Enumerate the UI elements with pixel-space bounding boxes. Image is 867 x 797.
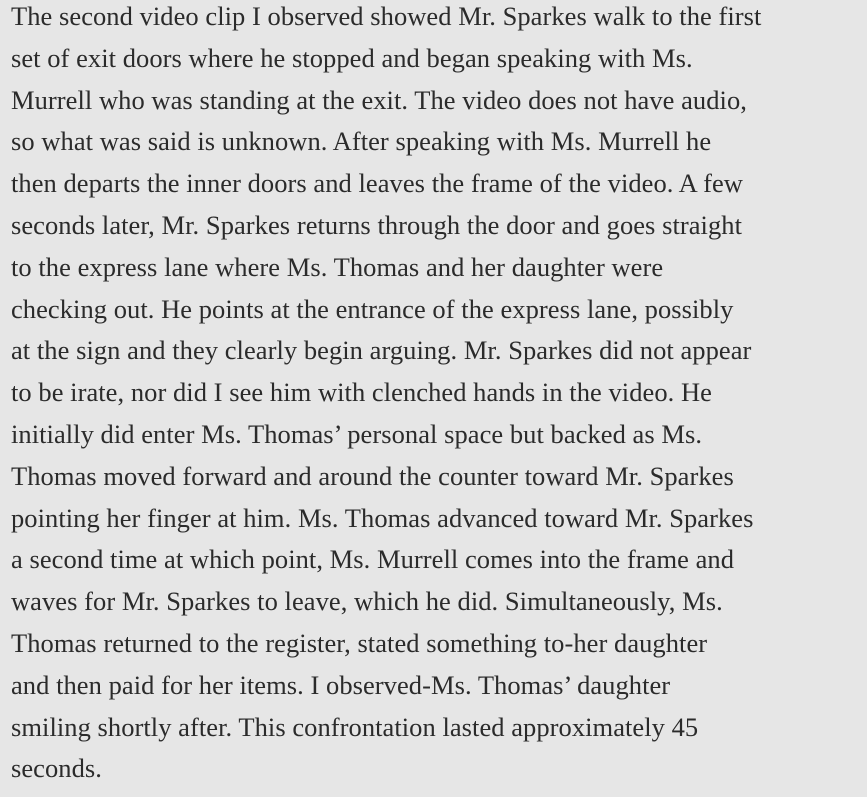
text-line: Murrell who was standing at the exit. The video does not have audio, [11, 84, 747, 115]
text-line: a second time at which point, Ms. Murrell comes into the frame and [11, 544, 735, 575]
text-line: pointing her finger at him. Ms. Thomas advanced toward Mr. Sparkes [11, 502, 754, 533]
text-line: waves for Mr. Sparkes to leave, which he did. Simultaneously, Ms. [11, 586, 723, 617]
text-line: seconds. [11, 753, 102, 784]
text-line: so what was said is unknown. After speaking with Ms. Murrell he [11, 126, 712, 157]
text-line: The second video clip I observed showed Mr. Sparkes walk to the first [11, 1, 762, 31]
text-line: Thomas returned to the register, stated something to-her daughter [11, 627, 708, 658]
text-line: and then paid for her items. I observed-Ms. Thomas’ daughter [11, 669, 671, 700]
text-line: set of exit doors where he stopped and began speaking with Ms. [11, 42, 693, 73]
text-line: to be irate, nor did I see him with clenched hands in the video. He [11, 377, 712, 408]
text-line: checking out. He points at the entrance of the express lane, possibly [11, 293, 734, 324]
text-line: then departs the inner doors and leaves the frame of the video. A few [11, 168, 743, 199]
text-line: to the express lane where Ms. Thomas and her daughter were [11, 251, 664, 282]
text-line: Thomas moved forward and around the counter toward Mr. Sparkes [11, 460, 734, 491]
text-line: at the sign and they clearly begin arguing. Mr. Sparkes did not appear [11, 335, 752, 366]
text-line: smiling shortly after. This confrontation lasted approximately 45 [11, 711, 699, 742]
text-line: initially did enter Ms. Thomas’ personal space but backed as Ms. [11, 418, 703, 449]
text-line: seconds later, Mr. Sparkes returns through the door and goes straight [11, 209, 742, 240]
